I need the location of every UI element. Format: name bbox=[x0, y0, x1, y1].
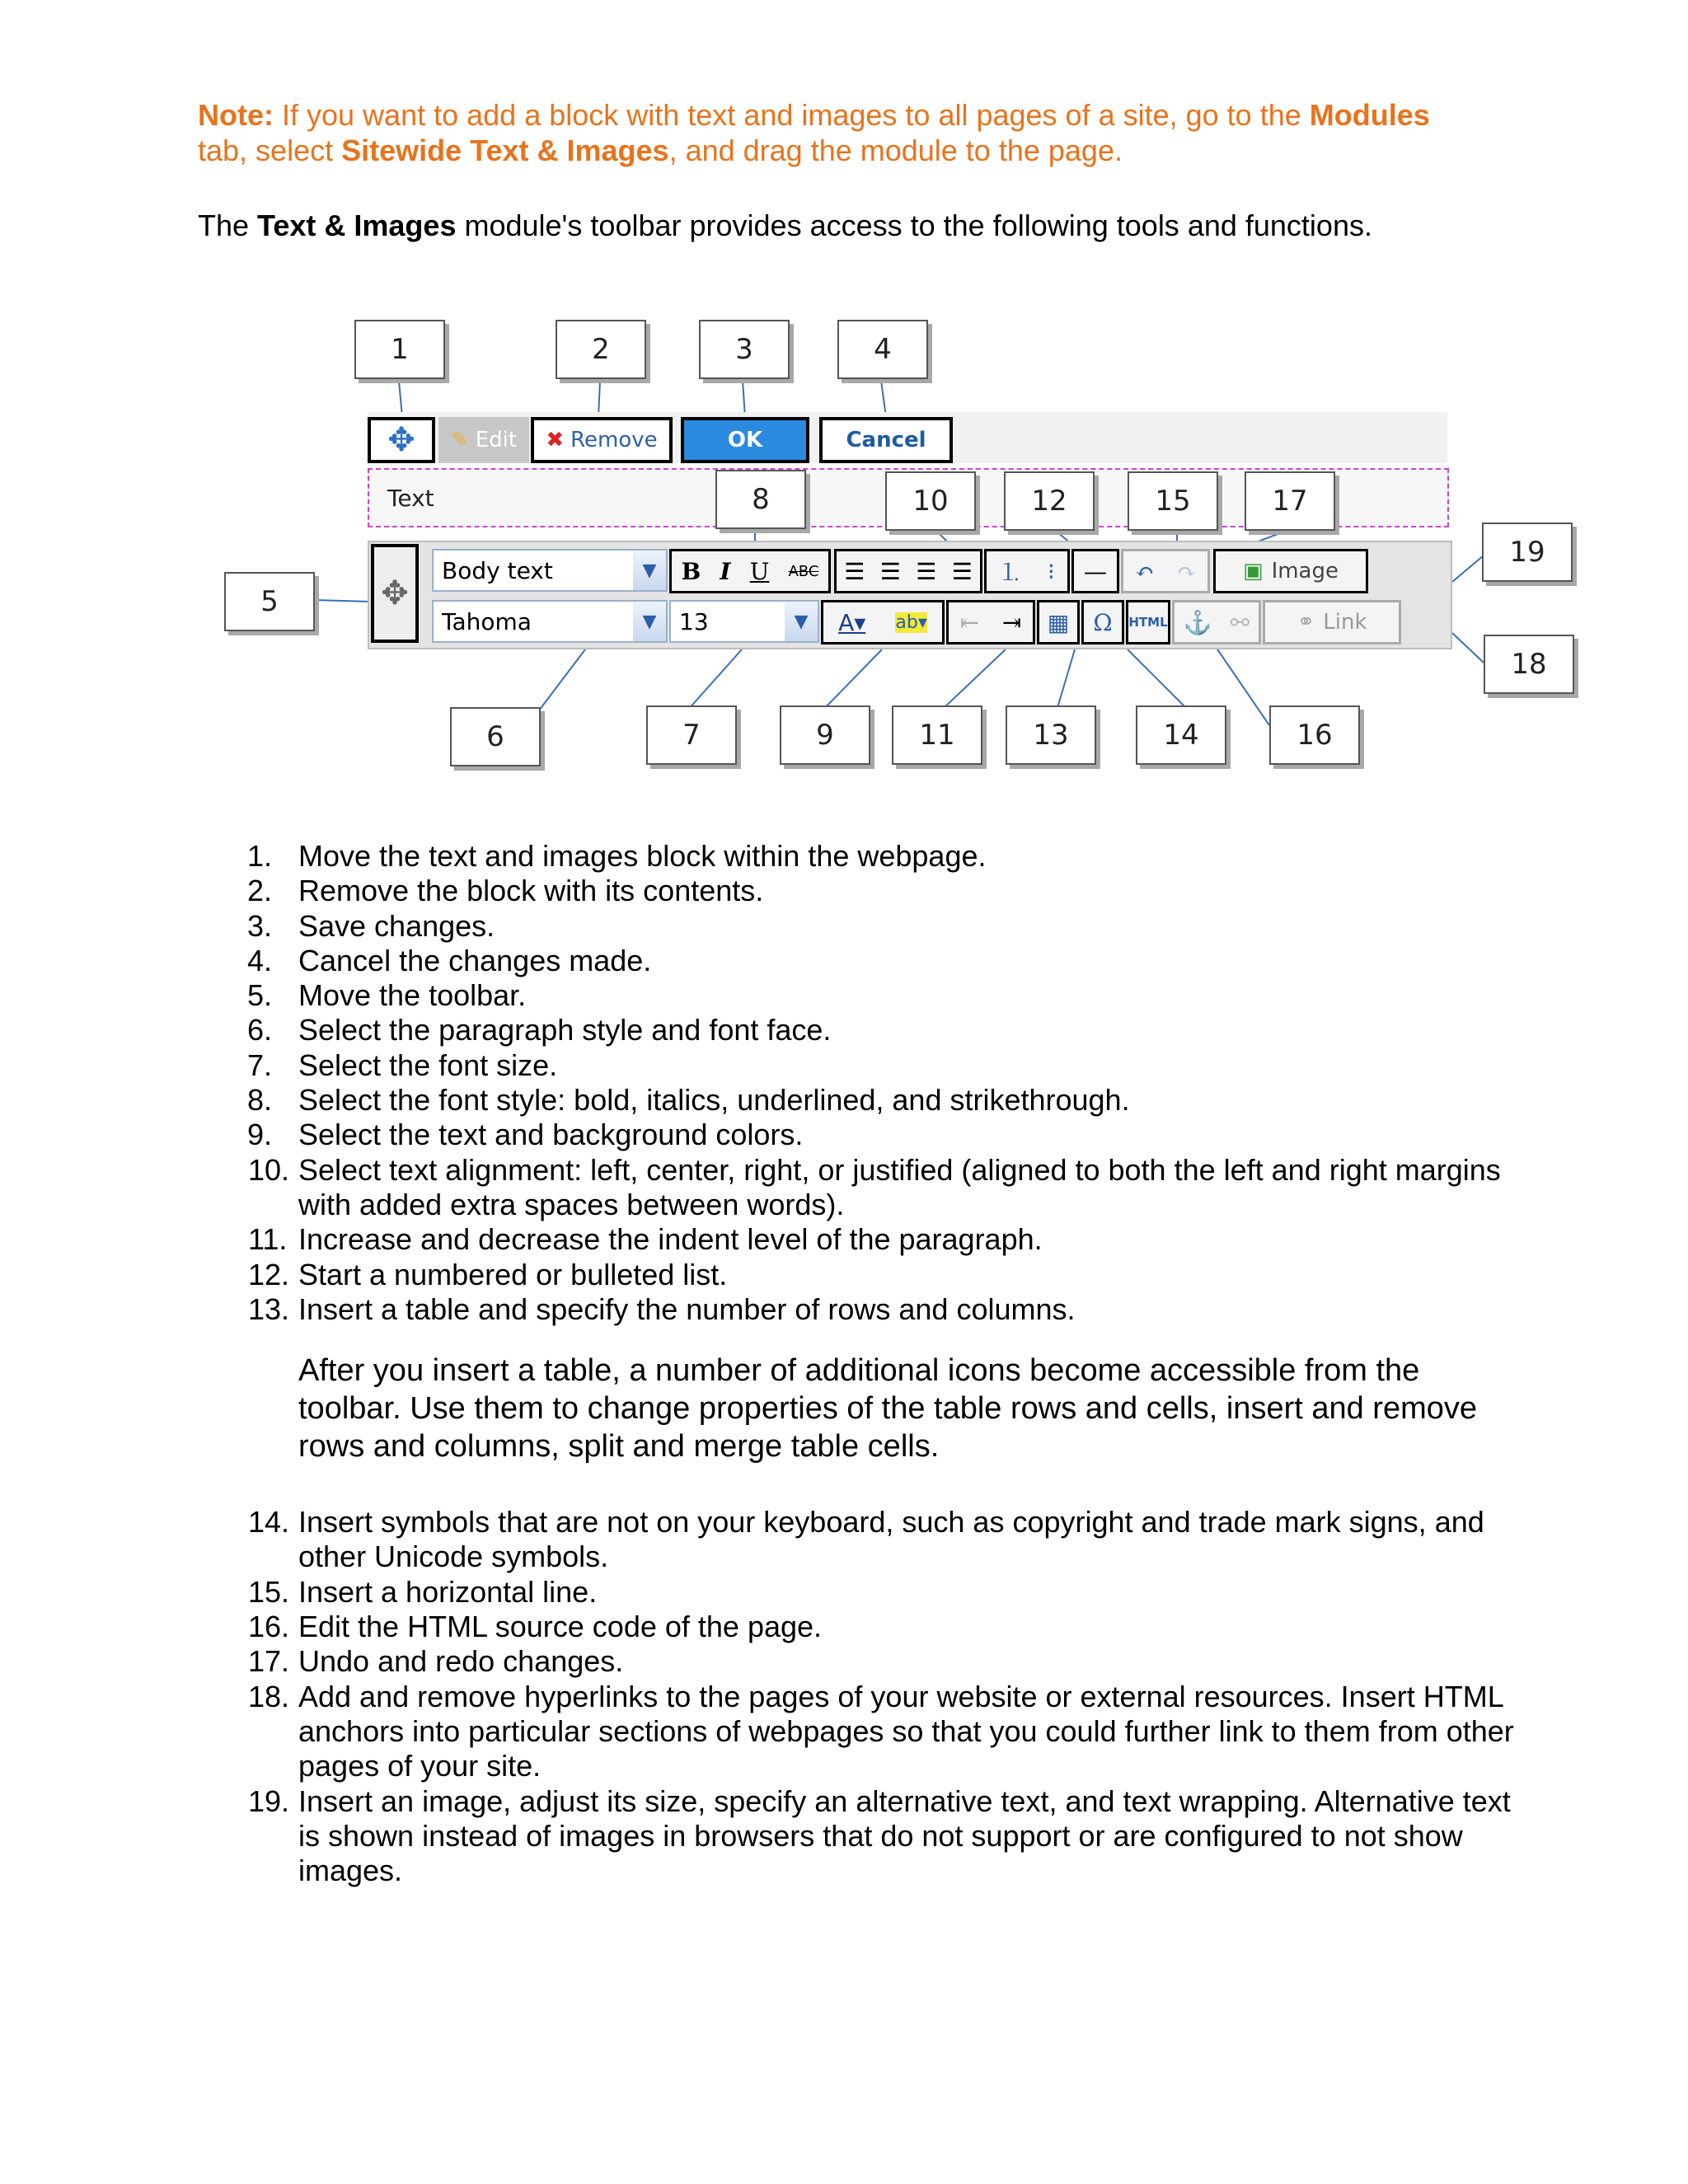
list-group bbox=[984, 549, 1070, 593]
list-item bbox=[198, 978, 1517, 1013]
list-item bbox=[198, 1083, 1517, 1118]
list-item-text: Cancel the changes made. bbox=[298, 943, 652, 977]
list-item bbox=[198, 1153, 1517, 1223]
link-icon: ⚭ bbox=[1296, 610, 1315, 635]
justify-icon[interactable]: ☰ bbox=[951, 557, 973, 585]
list-item bbox=[198, 839, 1517, 874]
callout-13: 13 bbox=[1006, 705, 1096, 765]
bulleted-list-icon[interactable]: ⁝ bbox=[1047, 557, 1055, 585]
list-item-number: 19. bbox=[248, 1783, 290, 1818]
intro-text-1: The bbox=[198, 209, 258, 242]
note-modules-tab: Modules bbox=[1309, 98, 1430, 132]
callout-6: 6 bbox=[450, 707, 541, 766]
list-item bbox=[198, 1258, 1517, 1292]
horizontal-line-icon: — bbox=[1084, 557, 1107, 585]
list-item-number: 11. bbox=[248, 1222, 288, 1257]
toolbar-move-handle[interactable] bbox=[371, 544, 419, 643]
list-item-number: 1. bbox=[247, 839, 273, 873]
list-item-text: Remove the block with its contents. bbox=[298, 874, 764, 908]
cancel-button[interactable] bbox=[819, 417, 953, 463]
font-face-select[interactable] bbox=[432, 600, 668, 643]
chevron-down-icon: ▼ bbox=[633, 551, 666, 590]
remove-button[interactable] bbox=[531, 417, 673, 463]
callout-3: 3 bbox=[699, 320, 790, 379]
list-item-text: Select the text and background colors. bbox=[298, 1118, 804, 1152]
note-text-2: tab, select bbox=[198, 134, 342, 167]
callout-10: 10 bbox=[885, 471, 976, 531]
list-item bbox=[198, 909, 1517, 944]
bold-icon[interactable]: B bbox=[681, 557, 701, 585]
callout-15: 15 bbox=[1128, 471, 1218, 531]
chevron-down-icon: ▼ bbox=[633, 602, 666, 641]
paragraph-style-value: Body text bbox=[442, 556, 553, 584]
indent-icon[interactable]: ⇥ bbox=[1001, 608, 1022, 636]
unlink-icon[interactable]: ⚯ bbox=[1230, 608, 1250, 636]
omega-icon: Ω bbox=[1093, 608, 1113, 636]
remove-icon: ✖ bbox=[546, 428, 565, 452]
list-item bbox=[198, 1680, 1517, 1784]
list-item-number: 17. bbox=[248, 1644, 290, 1679]
font-size-value: 13 bbox=[679, 607, 709, 635]
undo-redo-group bbox=[1121, 549, 1210, 593]
list-item-text: Start a numbered or bulleted list. bbox=[298, 1257, 728, 1291]
callout-19: 19 bbox=[1482, 523, 1573, 582]
callout-8: 8 bbox=[715, 470, 806, 529]
text-area-content: Text bbox=[387, 485, 434, 512]
callout-2: 2 bbox=[556, 320, 646, 379]
list-item-text: Add and remove hyperlinks to the pages of your website or external resources. Insert HTML anchors into particular sections of webpages so that you could further link to them from other pages of your site. bbox=[298, 1679, 1514, 1783]
ok-button-label: OK bbox=[727, 428, 763, 452]
underline-icon[interactable]: U bbox=[749, 557, 770, 585]
list-item-text: Edit the HTML source code of the page. bbox=[298, 1610, 823, 1644]
font-size-select[interactable] bbox=[669, 600, 819, 643]
list-item bbox=[198, 1784, 1517, 1889]
move-icon: ✥ bbox=[387, 421, 415, 459]
table-note-paragraph: After you insert a table, a number of additional icons become accessible from the toolbar. Use them to change properties of the table rows and cells, insert and remove rows and columns, split and merge table cells. bbox=[298, 1353, 1478, 1465]
note-sitewide-module: Sitewide Text & Images bbox=[341, 134, 669, 167]
anchor-icon[interactable]: ⚓ bbox=[1183, 608, 1212, 636]
table-button[interactable] bbox=[1037, 600, 1080, 644]
list-item bbox=[198, 1505, 1517, 1575]
chevron-down-icon: ▼ bbox=[785, 602, 818, 641]
horizontal-line-button[interactable] bbox=[1071, 549, 1119, 593]
cancel-button-label: Cancel bbox=[846, 428, 926, 452]
list-item bbox=[198, 1575, 1517, 1610]
image-button-label: Image bbox=[1271, 559, 1339, 583]
list-item-text: Undo and redo changes. bbox=[298, 1644, 624, 1679]
list-item-number: 5. bbox=[247, 978, 273, 1013]
image-icon: ▣ bbox=[1242, 559, 1264, 583]
toolbar-functions-list bbox=[198, 839, 1517, 1888]
note-text-3: , and drag the module to the page. bbox=[668, 134, 1123, 167]
color-group bbox=[821, 600, 945, 644]
list-item-number: 3. bbox=[247, 908, 273, 943]
remove-button-label: Remove bbox=[570, 428, 658, 452]
list-item-number: 13. bbox=[248, 1291, 290, 1326]
intro-text-2: module's toolbar provides access to the following tools and functions. bbox=[456, 209, 1372, 242]
list-item-text: Select the font style: bold, italics, underlined, and strikethrough. bbox=[298, 1083, 1130, 1118]
list-item-number: 12. bbox=[248, 1257, 290, 1291]
list-item-text: Increase and decrease the indent level of the paragraph. bbox=[298, 1222, 1043, 1257]
link-button[interactable] bbox=[1263, 600, 1401, 644]
list-item-number: 18. bbox=[248, 1679, 290, 1713]
link-button-label: Link bbox=[1323, 610, 1367, 635]
symbol-button[interactable] bbox=[1081, 600, 1124, 644]
callout-18: 18 bbox=[1484, 635, 1574, 694]
list-item-number: 7. bbox=[247, 1047, 273, 1082]
note-text-1: If you want to add a block with text and images to all pages of a site, go to the bbox=[274, 98, 1310, 132]
html-button-label: HTML bbox=[1128, 615, 1168, 630]
strikethrough-icon[interactable]: ABC bbox=[788, 562, 819, 580]
outdent-icon[interactable]: ⇤ bbox=[959, 608, 980, 636]
table-icon: ▦ bbox=[1047, 608, 1070, 636]
font-face-value: Tahoma bbox=[442, 607, 532, 635]
indent-group bbox=[946, 600, 1035, 644]
callout-4: 4 bbox=[837, 320, 928, 379]
move-block-button[interactable] bbox=[368, 417, 435, 463]
callout-5: 5 bbox=[224, 572, 315, 631]
list-item-number: 9. bbox=[247, 1118, 273, 1152]
callout-14: 14 bbox=[1136, 705, 1226, 765]
list-item-text: Save changes. bbox=[298, 908, 495, 943]
edit-button-label: Edit bbox=[475, 428, 518, 452]
paragraph-style-select[interactable] bbox=[432, 549, 668, 592]
list-item-text: Insert a table and specify the number of rows and columns. bbox=[298, 1291, 1076, 1326]
intro-paragraph bbox=[198, 208, 1517, 243]
list-item-text: Select the font size. bbox=[298, 1047, 558, 1082]
list-item bbox=[198, 1644, 1517, 1679]
align-left-icon[interactable]: ☰ bbox=[844, 557, 865, 585]
callout-17: 17 bbox=[1245, 471, 1335, 531]
move-icon: ✥ bbox=[381, 575, 409, 612]
numbered-list-icon[interactable]: ⒈ bbox=[999, 559, 1023, 586]
align-center-icon[interactable]: ☰ bbox=[879, 557, 901, 585]
list-item bbox=[198, 944, 1517, 978]
list-item-text: Select text alignment: left, center, right, or justified (aligned to both the left and right margins with added extra spaces between words). bbox=[298, 1152, 1501, 1221]
list-item-text: Insert a horizontal line. bbox=[298, 1574, 598, 1609]
callout-16: 16 bbox=[1269, 705, 1360, 765]
list-item-text: Insert an image, adjust its size, specify an alternative text, and text wrapping. Alternative text is shown instead of images in browsers that do not support or are configured to not show images. bbox=[298, 1783, 1511, 1888]
align-right-icon[interactable]: ☰ bbox=[916, 557, 937, 585]
list-item-text: Move the text and images block within the webpage. bbox=[298, 839, 987, 873]
list-item bbox=[198, 1610, 1517, 1644]
callout-1: 1 bbox=[354, 320, 445, 379]
italic-icon[interactable]: I bbox=[720, 557, 731, 585]
note-paragraph bbox=[198, 97, 1484, 168]
ok-button[interactable] bbox=[681, 417, 809, 463]
list-item-text: Insert symbols that are not on your keyboard, such as copyright and trade mark signs, and other Unicode symbols. bbox=[298, 1505, 1484, 1574]
image-button[interactable] bbox=[1213, 549, 1368, 593]
list-item-text: Select the paragraph style and font face. bbox=[298, 1013, 832, 1047]
list-item-text: Move the toolbar. bbox=[298, 978, 527, 1013]
html-source-button[interactable] bbox=[1126, 600, 1170, 644]
toolbar-figure bbox=[214, 305, 1599, 783]
alignment-group bbox=[834, 549, 982, 593]
callout-11: 11 bbox=[892, 705, 982, 765]
list-item bbox=[198, 1013, 1517, 1047]
list-item bbox=[198, 1118, 1517, 1152]
list-item-number: 16. bbox=[248, 1610, 290, 1644]
edit-button[interactable] bbox=[438, 417, 529, 463]
edit-icon: ✎ bbox=[450, 428, 469, 452]
list-item-number: 10. bbox=[248, 1152, 290, 1187]
intro-module-name: Text & Images bbox=[257, 209, 457, 242]
list-item-number: 15. bbox=[248, 1574, 290, 1609]
undo-icon[interactable]: ↶ bbox=[1134, 557, 1155, 585]
list-item-number: 4. bbox=[247, 943, 273, 977]
list-item bbox=[198, 1292, 1517, 1327]
list-item bbox=[198, 1048, 1517, 1083]
list-item-number: 8. bbox=[247, 1083, 273, 1118]
text-color-icon[interactable]: A▾ bbox=[838, 608, 866, 636]
list-item-number: 14. bbox=[248, 1505, 290, 1540]
background-color-icon[interactable]: ab▾ bbox=[895, 612, 927, 633]
anchor-group bbox=[1172, 600, 1261, 644]
note-label: Note: bbox=[198, 98, 274, 132]
list-item-number: 2. bbox=[247, 874, 273, 908]
callout-7: 7 bbox=[646, 705, 737, 765]
font-style-group bbox=[669, 549, 831, 593]
list-item bbox=[198, 874, 1517, 908]
list-item bbox=[198, 1222, 1517, 1257]
redo-icon[interactable]: ↷ bbox=[1176, 557, 1197, 585]
list-item-number: 6. bbox=[247, 1013, 273, 1047]
callout-9: 9 bbox=[780, 705, 870, 765]
callout-12: 12 bbox=[1004, 471, 1095, 531]
